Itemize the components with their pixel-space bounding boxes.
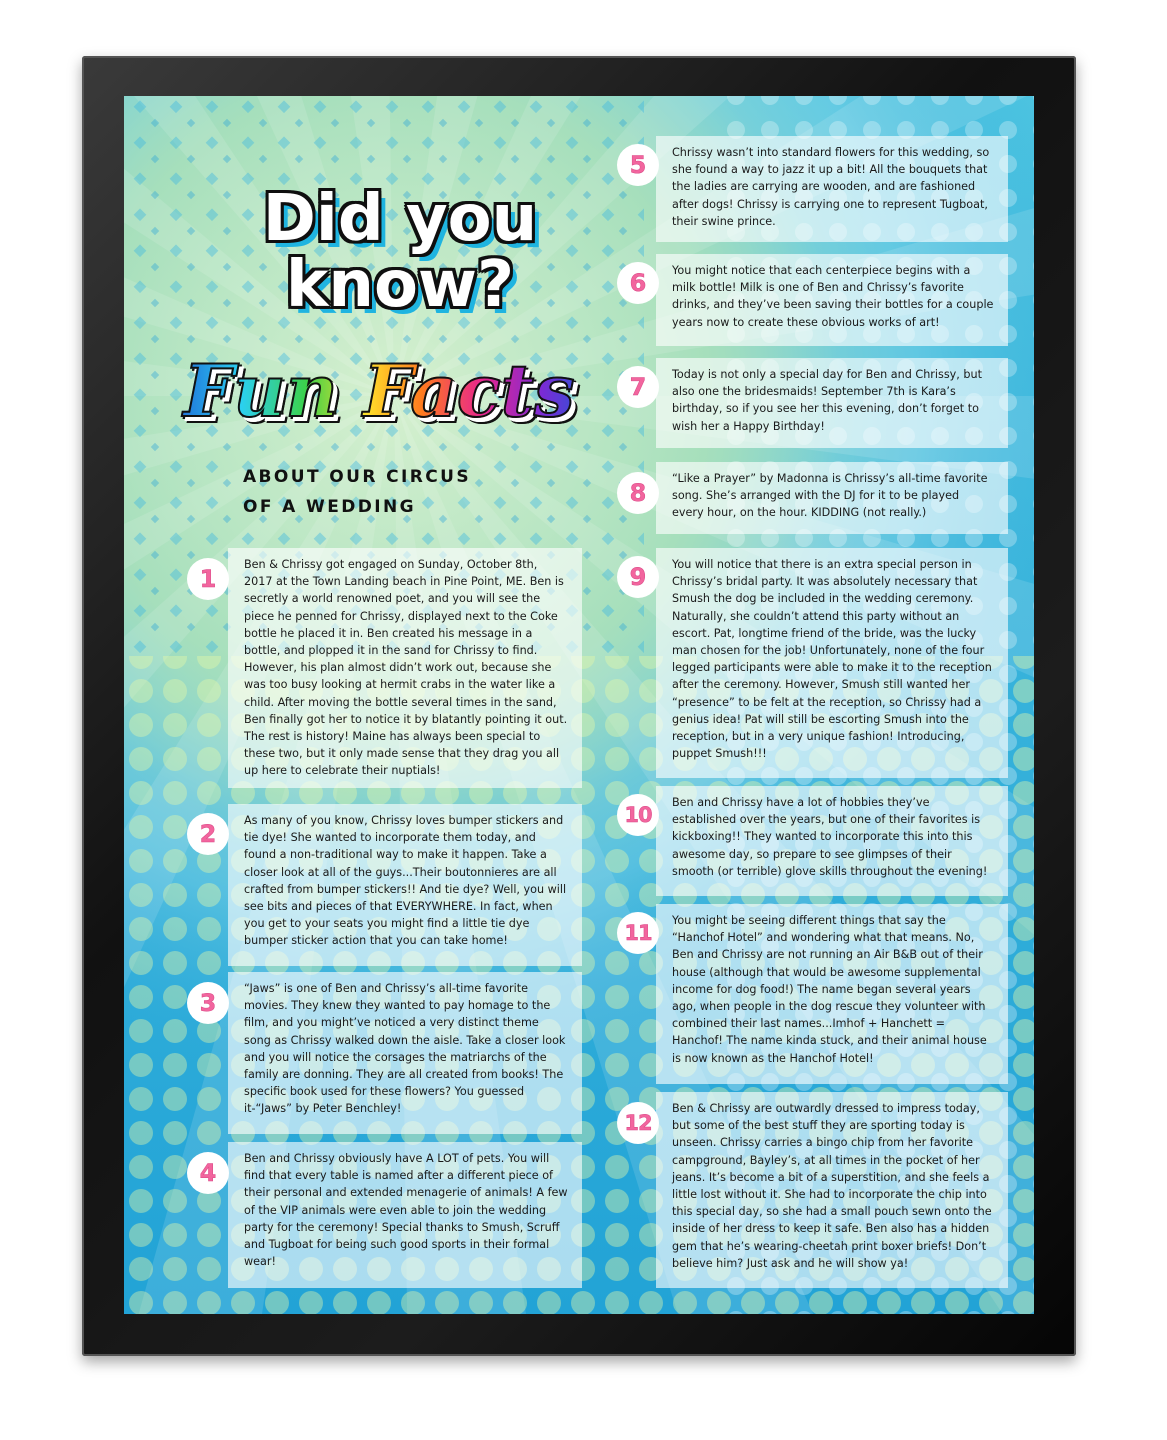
- fact-7-badge: 7: [617, 366, 659, 408]
- fact-3-text: “Jaws” is one of Ben and Chrissy’s all-time favorite movies. They knew they wanted to pay homage to the film, and you might’ve noticed a very distinct theme song as Chrissy walked down the aisle. Take a closer look and you will notice the corsages the matriarchs of the family are donning. They are all created from books! The specific book used for these flowers? You guessed it-“Jaws” by Peter Benchley!: [228, 972, 582, 1134]
- subtitle: ABOUT OUR CIRCUS OF A WEDDING: [243, 467, 471, 517]
- poster: [124, 96, 1034, 1314]
- fact-12-badge: 12: [617, 1102, 659, 1144]
- fact-3-badge: 3: [187, 982, 229, 1024]
- fact-9-text: You will notice that there is an extra special person in Chrissy’s bridal party. It was absolutely necessary that Smush the dog be included in the wedding ceremony. Naturally, she couldn’t attend this party without an escort. Pat, longtime friend of the bride, was the lucky man chosen for the job! Unfortunately, none of the four legged participants were able to make it to the reception after the ceremony. However, Smush still wanted her “presence” to be felt at the reception, so Chrissy had a genius idea! Pat will still be escorting Smush into the reception, but in a very unique fashion! Introducing, puppet Smush!!!: [656, 548, 1008, 778]
- fact-10-text: Ben and Chrissy have a lot of hobbies they’ve established over the years, but one of their favorites is kickboxing!! They wanted to incorporate this into this awesome day, so prepare to see glimpses of their smooth (or terrible) glove skills throughout the evening!: [656, 786, 1008, 896]
- fact-5-text: Chrissy wasn’t into standard flowers for this wedding, so she found a way to jazz it up a bit! All the bouquets that the ladies are carrying are wooden, and are fashioned after dogs! Chrissy is carrying one to represent Tugboat, their swine prince.: [656, 136, 1008, 242]
- fact-7-text: Today is not only a special day for Ben and Chrissy, but also one the bridesmaids! September 7th is Kara’s birthday, so if you see her this evening, don’t forget to wish her a Happy Birthday!: [656, 358, 1008, 448]
- fact-10-badge: 10: [617, 794, 659, 836]
- fact-11-text: You might be seeing different things that say the “Hanchof Hotel” and wondering what that means. No, Ben and Chrissy are not running an Air B&B out of their house (although that would be awesome supplemental income for dog food!) The name began several years ago, when people in the dog rescue they volunteer with combined their last names...Imhof + Hanchett = Hanchof! The name kinda stuck, and their animal house is now known as the Hanchof Hotel!: [656, 904, 1008, 1084]
- fact-11-badge: 11: [617, 912, 659, 954]
- fact-1-text: Ben & Chrissy got engaged on Sunday, October 8th, 2017 at the Town Landing beach in Pine Point, ME. Ben is secretly a world renowned poet, and you will see the piece he penned for Chrissy, displayed next to the Coke bottle he placed it in. Ben created his message in a bottle, and plopped it in the sand for Chrissy to find. However, his plan almost didn’t work out, because she was too busy looking at hermit crabs in the water like a child. After moving the bottle several times in the sand, Ben finally got her to notice it by blatantly pointing it out. The rest is history! Maine has always been special to these two, but it only made sense that they drag you all up here to celebrate their nuptials!: [228, 548, 582, 788]
- fact-9-badge: 9: [617, 556, 659, 598]
- fact-8-badge: 8: [617, 472, 659, 514]
- fact-4-badge: 4: [187, 1152, 229, 1194]
- did-you-know-title: Did you know?: [262, 182, 538, 322]
- fun-facts-heading: Fun Facts: [164, 351, 594, 431]
- fact-8-text: “Like a Prayer” by Madonna is Chrissy’s all-time favorite song. She’s arranged with the DJ for it to be played every hour, on the hour. KIDDING (not really.): [656, 462, 1008, 534]
- fact-2-text: As many of you know, Chrissy loves bumper stickers and tie dye! She wanted to incorporate them today, and found a non-traditional way to make it happen. Take a closer look at all of the guys...Their boutonnieres are all crafted from bumper stickers!! And tie dye? Well, you will see bits and pieces of that EVERYWHERE. In fact, when you get to your seats you might find a little tie dye bumper sticker action that you can take home!: [228, 804, 582, 966]
- fact-1-badge: 1: [187, 558, 229, 600]
- fact-6-badge: 6: [617, 262, 659, 304]
- fact-6-text: You might notice that each centerpiece begins with a milk bottle! Milk is one of Ben and Chrissy’s favorite drinks, and they’ve been saving their bottles for a couple years now to create these obvious works of art!: [656, 254, 1008, 346]
- fact-4-text: Ben and Chrissy obviously have A LOT of pets. You will find that every table is named after a different piece of their personal and extended menagerie of animals! A few of the VIP animals were even able to join the wedding party for the ceremony! Special thanks to Smush, Scruff and Tugboat for being such good sports in their formal wear!: [228, 1142, 582, 1288]
- fact-2-badge: 2: [187, 813, 229, 855]
- fact-12-text: Ben & Chrissy are outwardly dressed to impress today, but some of the best stuff they are sporting today is unseen. Chrissy carries a bingo chip from her favorite campground, Bayley’s, at all times in the pocket of her jeans. It’s become a bit of a superstition, and she feels a little lost without it. She had to incorporate the chip into this special day, so she had a small pouch sewn onto the inside of her dress to keep it safe. Ben also has a hidden gem that he’s wearing-cheetah print boxer briefs! Don’t believe him? Just ask and he will show ya!: [656, 1092, 1008, 1288]
- fact-5-badge: 5: [617, 144, 659, 186]
